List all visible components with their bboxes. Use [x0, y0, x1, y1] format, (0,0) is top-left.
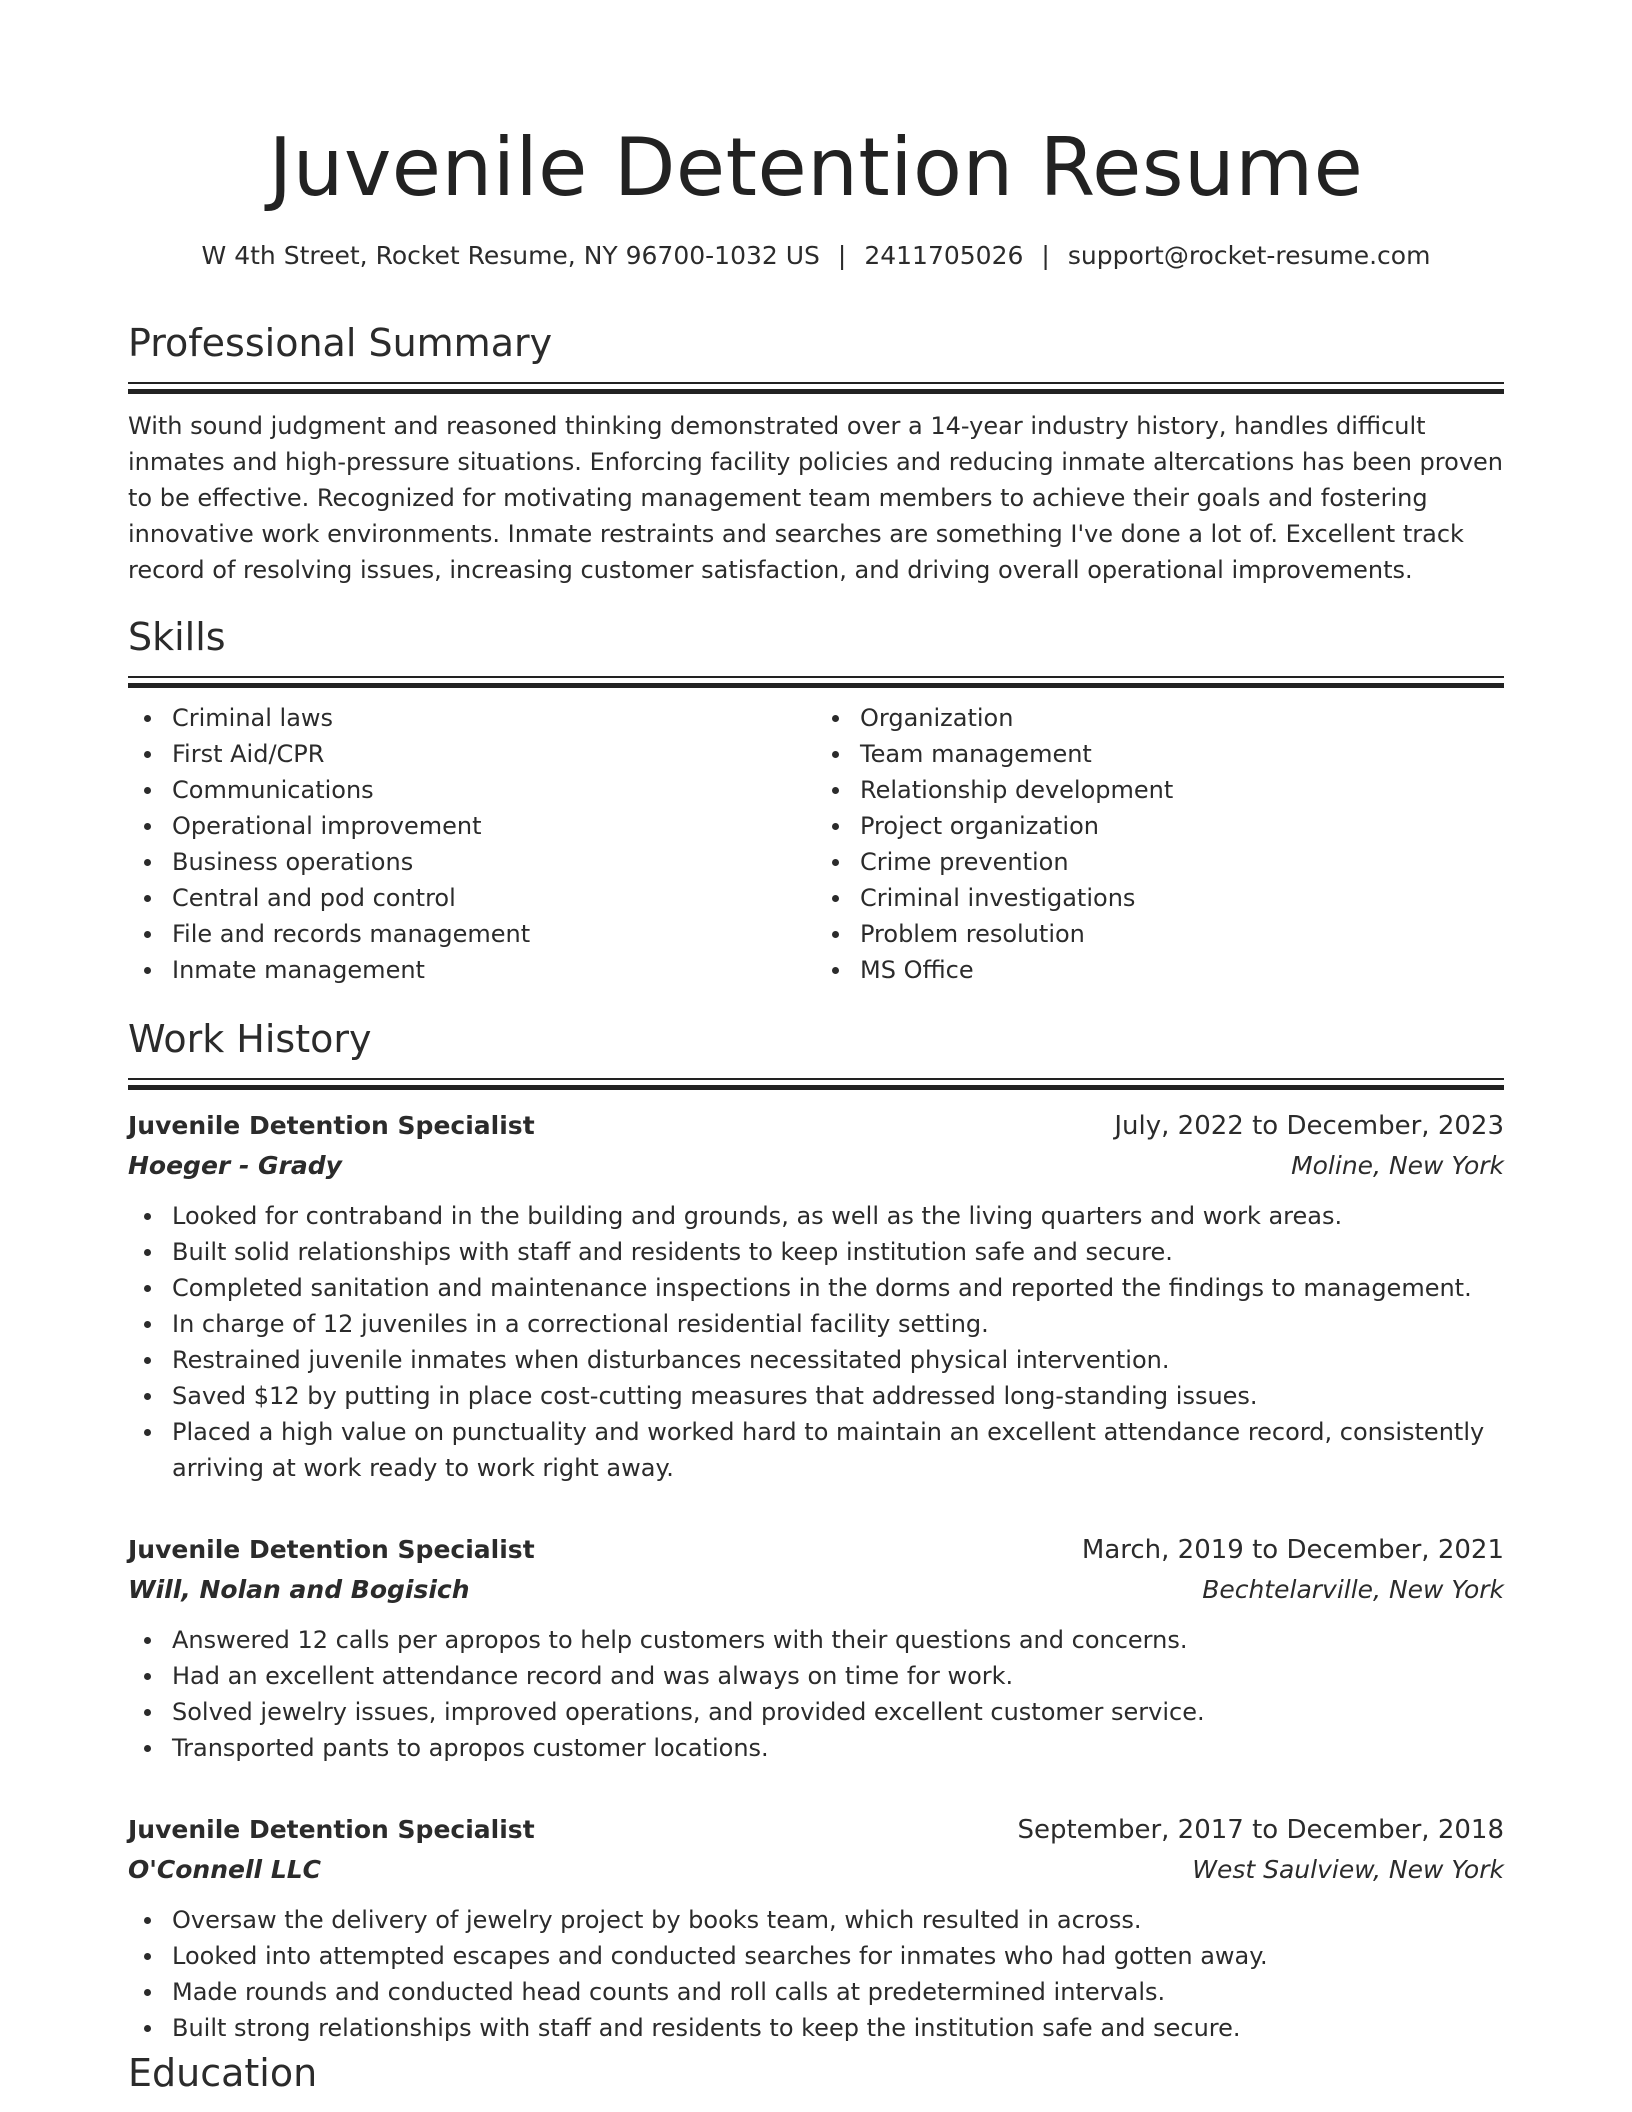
job-bullet: In charge of 12 juveniles in a correctional residential facility setting.: [172, 1306, 1504, 1342]
skill-item: Organization: [860, 700, 1504, 736]
job-company: Will, Nolan and Bogisich: [128, 1575, 470, 1604]
job-header-row: [128, 1810, 1504, 1850]
skill-item: Central and pod control: [172, 880, 816, 916]
job-location: Moline, New York: [1291, 1151, 1504, 1180]
job-location: West Saulview, New York: [1192, 1855, 1504, 1884]
contact-separator: |: [837, 241, 847, 270]
skill-item: Criminal investigations: [860, 880, 1504, 916]
job-bullets: [128, 1902, 1504, 2046]
job-company-row: [128, 1850, 1504, 1890]
job-bullets: [128, 1622, 1504, 1766]
skills-right-list: [816, 700, 1504, 988]
skill-item: Team management: [860, 736, 1504, 772]
skill-item: File and records management: [172, 916, 816, 952]
skill-item: Business operations: [172, 844, 816, 880]
job-bullet: Restrained juvenile inmates when disturbances necessitated physical intervention.: [172, 1342, 1504, 1378]
contact-line: [128, 238, 1504, 274]
work-section: [128, 1014, 1504, 2046]
job-dates: September, 2017 to December, 2018: [1017, 1815, 1504, 1845]
skill-item: Communications: [172, 772, 816, 808]
job-bullet: Placed a high value on punctuality and worked hard to maintain an excellent attendance record, consistently arriving at work ready to work right away.: [172, 1414, 1504, 1486]
job-title: Juvenile Detention Specialist: [128, 1111, 535, 1140]
skill-item: Project organization: [860, 808, 1504, 844]
skill-item: Criminal laws: [172, 700, 816, 736]
skill-item: Problem resolution: [860, 916, 1504, 952]
job-bullet: Transported pants to apropos customer locations.: [172, 1730, 1504, 1766]
education-section: [128, 2048, 1504, 2098]
job-bullet: Completed sanitation and maintenance inspections in the dorms and reported the findings to management.: [172, 1270, 1504, 1306]
job-title: Juvenile Detention Specialist: [128, 1815, 535, 1844]
job-bullet: Made rounds and conducted head counts and roll calls at predetermined intervals.: [172, 1974, 1504, 2010]
job-bullet: Looked into attempted escapes and conducted searches for inmates who had gotten away.: [172, 1938, 1504, 1974]
job-company-row: [128, 1146, 1504, 1186]
skills-columns: [128, 700, 1504, 988]
skill-item: First Aid/CPR: [172, 736, 816, 772]
contact-phone: 2411705026: [864, 241, 1024, 270]
education-heading: Education: [128, 2051, 318, 2095]
summary-heading: Professional Summary: [128, 321, 553, 365]
contact-email: support@rocket-resume.com: [1067, 241, 1431, 270]
job-location: Bechtelarville, New York: [1202, 1575, 1504, 1604]
job-company-row: [128, 1570, 1504, 1610]
job-company: O'Connell LLC: [128, 1855, 322, 1884]
job-bullet: Had an excellent attendance record and was always on time for work.: [172, 1658, 1504, 1694]
section-rule: [128, 676, 1504, 686]
job-list: [128, 1106, 1504, 2046]
skill-item: MS Office: [860, 952, 1504, 988]
job-bullets: [128, 1198, 1504, 1486]
skill-item: Relationship development: [860, 772, 1504, 808]
contact-separator: |: [1041, 241, 1050, 270]
resume-title: Juvenile Detention Resume: [268, 121, 1364, 214]
job-bullet: Saved $12 by putting in place cost-cutting measures that addressed long-standing issues.: [172, 1378, 1504, 1414]
job-bullet: Built strong relationships with staff and residents to keep the institution safe and secure.: [172, 2010, 1504, 2046]
job-header-row: [128, 1106, 1504, 1146]
skill-item: Inmate management: [172, 952, 816, 988]
job-dates: March, 2019 to December, 2021: [1081, 1535, 1504, 1565]
job-bullet: Answered 12 calls per apropos to help customers with their questions and concerns.: [172, 1622, 1504, 1658]
skills-heading: Skills: [128, 615, 226, 659]
skill-item: Crime prevention: [860, 844, 1504, 880]
job-bullet: Built solid relationships with staff and residents to keep institution safe and secure.: [172, 1234, 1504, 1270]
job-entry: [128, 1810, 1504, 2046]
job-header-row: [128, 1530, 1504, 1570]
job-bullet: Looked for contraband in the building and grounds, as well as the living quarters and work areas.: [172, 1198, 1504, 1234]
skill-item: Operational improvement: [172, 808, 816, 844]
job-entry: [128, 1106, 1504, 1486]
job-company: Hoeger - Grady: [128, 1151, 342, 1180]
section-rule: [128, 1078, 1504, 1088]
job-title: Juvenile Detention Specialist: [128, 1535, 535, 1564]
skills-left-list: [128, 700, 816, 988]
skills-section: [128, 612, 1504, 988]
summary-text: With sound judgment and reasoned thinking demonstrated over a 14-year industry history, handles difficult inmates and high-pressure situations. Enforcing facility policies and reducing inmate altercations has been proven to be effective. Recognized for motivating management team members to achieve their goals and fostering innovative work environments. Inmate restraints and searches are something I've done a lot of. Excellent track record of resolving issues, increasing customer satisfaction, and driving overall operational improvements.: [128, 412, 1503, 584]
contact-address: W 4th Street, Rocket Resume, NY 96700-1032 US: [201, 241, 820, 270]
section-rule: [128, 382, 1504, 392]
job-bullet: Solved jewelry issues, improved operations, and provided excellent customer service.: [172, 1694, 1504, 1730]
summary-section: [128, 318, 1504, 588]
job-dates: July, 2022 to December, 2023: [1114, 1111, 1504, 1141]
job-bullet: Oversaw the delivery of jewelry project by books team, which resulted in across.: [172, 1902, 1504, 1938]
work-heading: Work History: [128, 1017, 372, 1061]
job-entry: [128, 1530, 1504, 1766]
